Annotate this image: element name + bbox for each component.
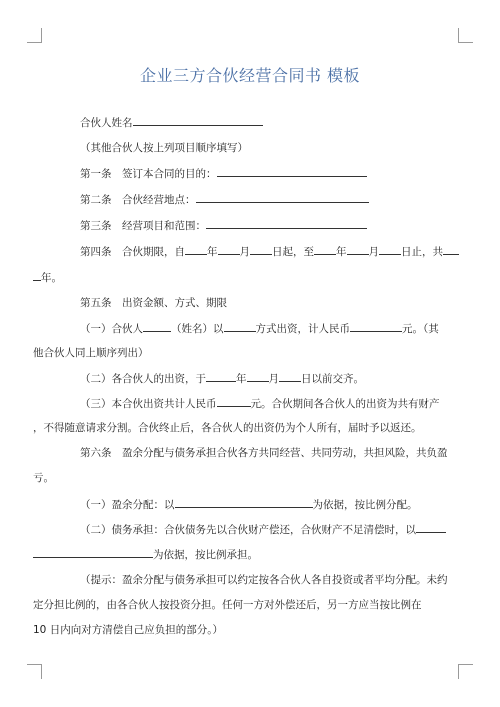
line-article-5-1-cont: 他合伙人同上顺序列出） [33,347,149,359]
article-1-blank[interactable] [217,166,367,177]
end-year-blank[interactable] [314,244,336,255]
corner-mark-bottom-left [27,664,42,679]
rmb-text: 方式出资，计人民币 [255,323,350,335]
corner-mark-bottom-right [458,664,473,679]
line-article-5-3 [80,396,440,411]
amount-blank[interactable] [350,321,402,332]
clause-6-1-rest: 为依据，按比例分配。 [312,499,418,511]
end-day-blank[interactable] [379,244,401,255]
start-day-blank[interactable] [250,244,272,255]
line-partner-name [80,115,263,130]
pay-year-blank[interactable] [206,371,236,382]
article-4-text: 第四条 合伙期限，自 [80,246,185,258]
debt-basis-blank-cont[interactable] [33,547,153,558]
profit-basis-blank[interactable] [175,497,313,508]
year-unit: 年 [207,246,218,258]
month-unit: 月 [268,373,279,385]
clause-6-2-rest: 为依据，按比例承担。 [153,549,258,561]
total-amount-blank[interactable] [217,396,251,407]
clause-5-1-text: （一）合伙人 [80,323,143,335]
line-article-4-cont [33,270,62,285]
line-article-6: 第六条 盈余分配与债务承担合伙各方共同经营、共同劳动，共担风险，共负盈 [80,447,448,459]
name-by-text: （姓名）以 [171,323,224,335]
line-article-1 [80,166,367,181]
line-other-partners-note: （其他合伙人按上列项目顺序填写） [80,142,248,154]
line-article-2 [80,192,369,207]
until-text: 日起，至 [272,246,314,258]
line-article-6-cont: 亏。 [33,472,54,484]
partner-name-blank[interactable] [133,115,263,126]
line-article-5-2 [80,371,364,386]
pay-day-blank[interactable] [279,371,301,382]
clause-6-2-text: （二）债务承担：合伙债务先以合伙财产偿还，合伙财产不足清偿时，以 [80,524,416,536]
line-article-5: 第五条 出资金额、方式、期限 [80,297,227,309]
corner-mark-top-right [458,28,473,43]
line-article-5-1 [80,321,439,336]
line-tip-3: 10 日内向对方清偿自己应负担的部分。） [33,624,223,636]
line-article-6-2-cont [33,547,258,562]
article-3-blank[interactable] [206,218,367,229]
end-month-blank[interactable] [347,244,369,255]
month-unit: 月 [368,246,379,258]
clause-5-3-text: （三）本合伙出资共计人民币 [80,398,217,410]
total-text: 日止，共 [401,246,443,258]
corner-mark-top-left [27,28,42,43]
article-1-text: 第一条 签订本合同的目的： [80,168,217,180]
line-article-6-2 [80,522,446,537]
clause-5-2-text: （二）各合伙人的出资，于 [80,373,206,385]
yuan-text: 元。（其 [402,323,439,335]
year-unit: 年 [336,246,347,258]
article-4-cont-text: 年。 [41,272,62,284]
total-years-blank[interactable] [443,244,459,255]
clause-5-3-rest: 元。合伙期间各合伙人的出资为共有财产 [250,398,440,410]
line-tip-1: （提示：盈余分配与债务承担可以约定按各合伙人各自投资或者平均分配。未约 [80,574,448,586]
start-year-blank[interactable] [185,244,207,255]
line-tip-2: 定分担比例的，由各合伙人按投资分担。任何一方对外偿还后，另一方应当按比例在 [33,599,422,611]
partner-blank[interactable] [143,321,171,332]
year-unit: 年 [236,373,247,385]
clause-6-1-text: （一）盈余分配：以 [80,499,175,511]
document-title: 企业三方合伙经营合同书 模板 [139,66,361,85]
debt-basis-blank[interactable] [416,522,446,533]
article-3-text: 第三条 经营项目和范围： [80,220,206,232]
contribution-method-blank[interactable] [224,321,256,332]
article-2-text: 第二条 合伙经营地点： [80,194,196,206]
line-article-5-3-cont: ，不得随意请求分割。合伙终止后，各合伙人的出资仍为个人所有，届时予以返还。 [33,422,422,434]
line-article-4 [80,244,459,259]
line-article-6-1 [80,497,418,512]
pay-month-blank[interactable] [247,371,269,382]
article-2-blank[interactable] [196,192,369,203]
line-article-3 [80,218,367,233]
partner-name-label: 合伙人姓名 [80,117,133,129]
start-month-blank[interactable] [218,244,240,255]
before-text: 日以前交齐。 [301,373,364,385]
total-years-blank-cont[interactable] [33,270,41,281]
month-unit: 月 [239,246,250,258]
